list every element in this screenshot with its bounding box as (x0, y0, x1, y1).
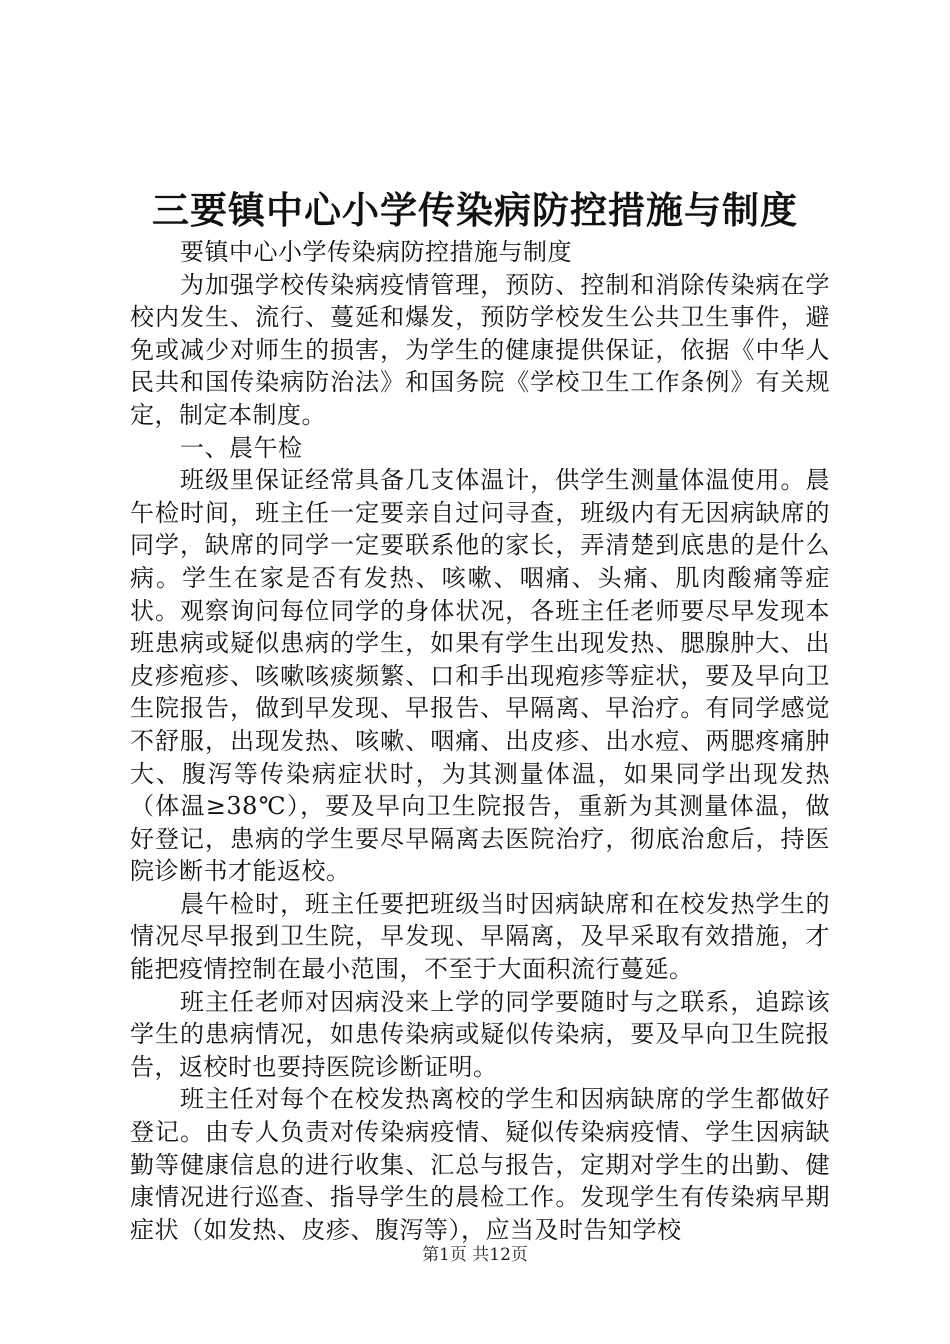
paragraph-follow-up: 班主任老师对因病没来上学的同学要随时与之联系，追踪该学生的患病情况，如患传染病或疑似传染病，要及早向卫生院报告，返校时也要持医院诊断证明。 (130, 987, 830, 1081)
document-body (130, 236, 830, 1246)
page-footer: 第1页 共12页 (422, 1245, 528, 1265)
paragraph-subtitle: 要镇中心小学传染病防控措施与制度 (180, 238, 572, 266)
document-title: 三要镇中心小学传染病防控措施与制度 (152, 188, 798, 232)
paragraph-intro: 为加强学校传染病疫情管理，预防、控制和消除传染病在学校内发生、流行、蔓延和爆发，预防学校发生公共卫生事件，避免或减少对师生的损害，为学生的健康提供保证，依据《中华人民共和国传染病防治法》和国务院《学校卫生工作条例》有关规定，制定本制度。 (130, 270, 830, 429)
paragraph-registration: 班主任对每个在校发热离校的学生和因病缺席的学生都做好登记。由专人负责对传染病疫情、疑似传染病疫情、学生因病缺勤等健康信息的进行收集、汇总与报告，定期对学生的出勤、健康情况进行巡查、指导学生的晨检工作。发现学生有传染病早期症状（如发热、皮疹、腹泻等），应当及时告知学校 (130, 1085, 830, 1244)
paragraph-report-absence: 晨午检时，班主任要把班级当时因病缺席和在校发热学生的情况尽早报到卫生院，早发现、早隔离，及早采取有效措施，才能把疫情控制在最小范围，不至于大面积流行蔓延。 (130, 889, 830, 984)
paragraph-morning-check: 班级里保证经常具备几支体温计，供学生测量体温使用。晨午检时间，班主任一定要亲自过问寻查，班级内有无因病缺席的同学，缺席的同学一定要联系他的家长，弄清楚到底患的是什么病。学生在家是否有发热、咳嗽、咽痛、头痛、肌肉酸痛等症状。观察询问每位同学的身体状况，各班主任老师要尽早发现本班患病或疑似患病的学生，如果有学生出现发热、腮腺肿大、出皮疹疱疹、咳嗽咳痰频繁、口和手出现疱疹等症状，要及早向卫生院报告，做到早发现、早报告、早隔离、早治疗。有同学感觉不舒服，出现发热、咳嗽、咽痛、出皮疹、出水痘、两腮疼痛肿大、腹泻等传染病症状时，为其测量体温，如果同学出现发热（体温≥38℃），要及早向卫生院报告，重新为其测量体温，做好登记，患病的学生要尽早隔离去医院治疗，彻底治愈后，持医院诊断书才能返校。 (130, 466, 830, 886)
section-heading-morning-check: 一、晨午检 (180, 433, 303, 462)
